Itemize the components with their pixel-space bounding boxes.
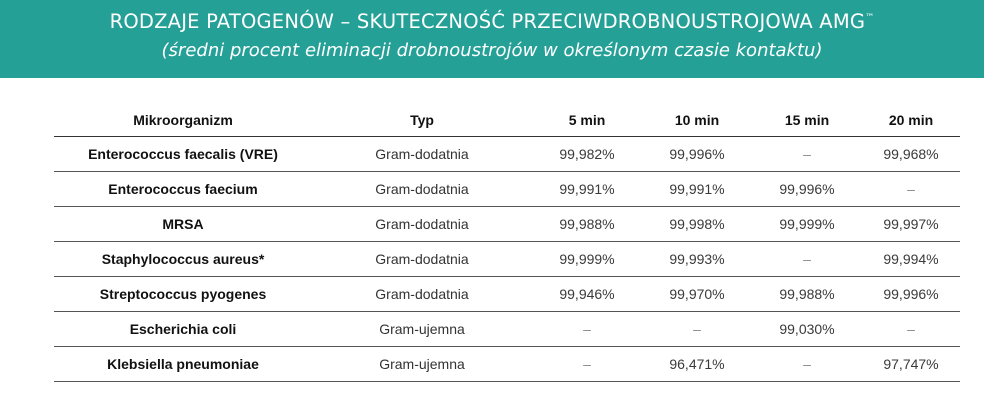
table-row bbox=[54, 207, 960, 242]
cell-15min: 99,988% bbox=[752, 277, 862, 312]
cell-10min: 99,991% bbox=[642, 172, 752, 207]
table-row bbox=[54, 172, 960, 207]
cell-20min: – bbox=[862, 312, 960, 347]
cell-10min: 99,998% bbox=[642, 207, 752, 242]
cell-15min: 99,996% bbox=[752, 172, 862, 207]
cell-microorganism: Staphylococcus aureus* bbox=[54, 242, 312, 277]
table-row bbox=[54, 242, 960, 277]
pathogen-efficacy-table bbox=[54, 104, 960, 382]
cell-microorganism: Escherichia coli bbox=[54, 312, 312, 347]
cell-microorganism: Streptococcus pyogenes bbox=[54, 277, 312, 312]
cell-5min: 99,982% bbox=[532, 137, 642, 172]
cell-20min: 97,747% bbox=[862, 347, 960, 382]
cell-10min: 96,471% bbox=[642, 347, 752, 382]
page-subtitle: (średni procent eliminacji drobnoustrojów w określonym czasie kontaktu) bbox=[161, 40, 823, 61]
cell-5min: 99,999% bbox=[532, 242, 642, 277]
cell-type: Gram-dodatnia bbox=[312, 242, 532, 277]
cell-15min: – bbox=[752, 242, 862, 277]
cell-5min: – bbox=[532, 347, 642, 382]
cell-15min: 99,999% bbox=[752, 207, 862, 242]
cell-20min: 99,994% bbox=[862, 242, 960, 277]
column-header-5min: 5 min bbox=[532, 104, 642, 137]
cell-microorganism: MRSA bbox=[54, 207, 312, 242]
table-row bbox=[54, 347, 960, 382]
cell-5min: 99,988% bbox=[532, 207, 642, 242]
cell-5min: – bbox=[532, 312, 642, 347]
cell-15min: – bbox=[752, 347, 862, 382]
cell-microorganism: Enterococcus faecium bbox=[54, 172, 312, 207]
cell-10min: 99,993% bbox=[642, 242, 752, 277]
cell-20min: – bbox=[862, 172, 960, 207]
cell-type: Gram-dodatnia bbox=[312, 172, 532, 207]
table-row bbox=[54, 312, 960, 347]
column-header-10min: 10 min bbox=[642, 104, 752, 137]
table-row bbox=[54, 137, 960, 172]
cell-type: Gram-dodatnia bbox=[312, 137, 532, 172]
cell-10min: 99,970% bbox=[642, 277, 752, 312]
cell-microorganism: Enterococcus faecalis (VRE) bbox=[54, 137, 312, 172]
page-title bbox=[0, 10, 984, 33]
column-header-20min: 20 min bbox=[862, 104, 960, 137]
header-banner bbox=[0, 0, 984, 78]
cell-15min: – bbox=[752, 137, 862, 172]
cell-type: Gram-ujemna bbox=[312, 347, 532, 382]
table-header-row bbox=[54, 104, 960, 137]
table-row bbox=[54, 277, 960, 312]
column-header-type: Typ bbox=[312, 104, 532, 137]
cell-20min: 99,997% bbox=[862, 207, 960, 242]
cell-5min: 99,946% bbox=[532, 277, 642, 312]
cell-type: Gram-dodatnia bbox=[312, 207, 532, 242]
cell-15min: 99,030% bbox=[752, 312, 862, 347]
cell-type: Gram-dodatnia bbox=[312, 277, 532, 312]
column-header-microorganism: Mikroorganizm bbox=[54, 104, 312, 137]
cell-20min: 99,968% bbox=[862, 137, 960, 172]
cell-5min: 99,991% bbox=[532, 172, 642, 207]
cell-microorganism: Klebsiella pneumoniae bbox=[54, 347, 312, 382]
page-title-text: RODZAJE PATOGENÓW – SKUTECZNOŚĆ PRZECIWDROBNOUSTROJOWA AMG bbox=[109, 10, 866, 33]
cell-10min: 99,996% bbox=[642, 137, 752, 172]
cell-10min: – bbox=[642, 312, 752, 347]
cell-20min: 99,996% bbox=[862, 277, 960, 312]
column-header-15min: 15 min bbox=[752, 104, 862, 137]
cell-type: Gram-ujemna bbox=[312, 312, 532, 347]
trademark-mark: ™ bbox=[865, 13, 875, 23]
table-body bbox=[54, 137, 960, 382]
